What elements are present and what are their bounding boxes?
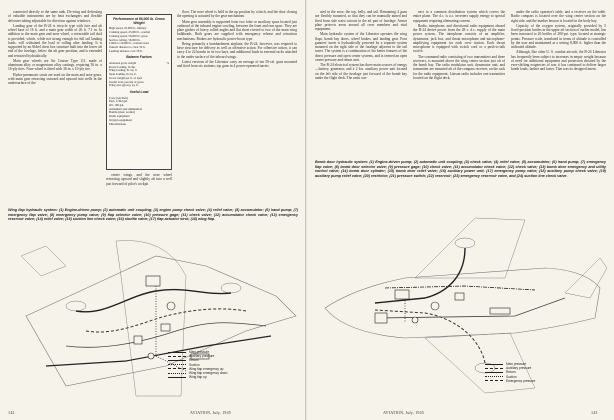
paragraph: Radio, interphone, and directional radio equipment aboard the B-24 derive power from the 28 v. d.c. supply of the main power system. The interphone consists of an amplifier, dynamotor, jack box, and throat microphone and microphone-amplifying equipment for each crew station. Each throat microphone is equipped with switch cord or a push-to-talk switch. xyxy=(413,23,505,54)
main-pressure-line xyxy=(375,248,465,303)
paragraph: Although, like other U. S. combat aircraft, the B-24 Liberator has frequently been subject to increases in empty weight because of need for additional equipment and protection dictated by the ever-shifting exigencies of war, it has continued to deliver larger bomb loads, farther and faster. That was its designed intent. xyxy=(511,50,606,72)
table-row: Wing loading, lb./sq. ft. xyxy=(109,69,138,73)
pressure-gage xyxy=(148,353,154,359)
hand-pump xyxy=(134,336,142,344)
table-row: Bombs (max. normal) xyxy=(109,111,136,115)
running-footer: AVIATION, July, 1945 xyxy=(383,410,424,415)
left-column-1 xyxy=(8,10,102,180)
legend-item: Wing flap emergency down xyxy=(168,371,227,375)
legend-item: Auxiliary pressure xyxy=(168,354,227,358)
left-column-bottom xyxy=(106,173,172,203)
wing-outline xyxy=(26,256,296,386)
legend-item: Suction xyxy=(485,375,535,379)
table-row: Oil, 100 gal. xyxy=(109,104,124,108)
balance-title: Balance Factors xyxy=(126,55,152,60)
paragraph: under the radio operator's table, and a receiver on the table. Radio compass is located over the wing center section on the right side, and the marker beacon is located in the body bay. xyxy=(511,10,606,23)
table-row: Service ceiling, 56,000 lb. xyxy=(109,38,141,42)
reservoir xyxy=(395,290,409,299)
legend-item: Emergency pressure xyxy=(485,379,535,383)
auxiliary-power-unit xyxy=(375,313,387,323)
main-pressure-line xyxy=(76,290,231,312)
right-column-3 xyxy=(511,10,606,154)
legend-item: Main pressure xyxy=(485,362,535,366)
table-row: Oxygen equipment xyxy=(109,118,132,122)
paragraph: Capacity of the oxygen system, originally provided by 5 fixed-position bottles in the upper aft section of earlier model, has been increased to 26 bottles of 200-psi. type, located at strategic points. Pressure scale, translated in terms of altitude is controlled by the user and maintained at a setting 8,000 ft. higher than the indicated altitude. xyxy=(511,23,606,49)
bomb-door-hydraulic-diagram xyxy=(315,198,607,402)
engine-nacelle xyxy=(455,238,475,248)
paragraph: The command radio consisting of two transmitters and three receivers, is mounted above the wing center section just aft of the bomb bay. The radio modulator unit, dynamotor unit, and transmitter are mounted aft of the compass receiver, on the rack for the radio equipment. Liaison radio includes one transmitter located on the flight deck, xyxy=(413,54,505,80)
wing-flap-hydraulic-diagram xyxy=(6,236,302,404)
table-row: High speed, 25,000 ft., military xyxy=(109,27,147,31)
legend-swatch xyxy=(485,380,503,381)
table-row: Alternate gross weight % xyxy=(109,61,169,66)
emergency-pressure-line xyxy=(385,286,535,290)
legend-swatch xyxy=(168,352,186,353)
bomb-door-legend xyxy=(485,362,535,383)
legend-swatch xyxy=(168,377,186,378)
useful-load-rows xyxy=(109,97,169,127)
legend-swatch xyxy=(168,373,186,374)
reservoir xyxy=(146,276,160,286)
tail-outline xyxy=(21,246,66,276)
legend-swatch xyxy=(485,368,503,369)
table-row: Crew (ten men) xyxy=(109,96,128,100)
left-column-3 xyxy=(177,10,297,206)
right-page xyxy=(307,0,614,420)
legend-swatch xyxy=(168,356,186,357)
performance-rows xyxy=(109,27,169,53)
legend-swatch xyxy=(485,372,503,373)
table-row: Cruising speed, 56,000 lb. gross xyxy=(109,34,148,38)
paragraph: Main hydraulic system of the Liberator operates the wing flaps, bomb bay doors, wheel brakes, and landing gear. Four gunners' turret is hydraulically powered by a separate system mounted on the right side of the fuselage adjacent to the tail turret. The system is a combination of the better features of the direct pressure and open center systems, and is termed an open center pressure and return unit. xyxy=(315,32,407,62)
wing-flap-legend xyxy=(168,350,227,379)
page-number: 143 xyxy=(591,410,598,415)
paragraph: Being primarily a bombardment airplane, the B-24, however, was required to have structure for delivery as well as offensive action. For offensive action, it can carry 4 to 22 bombs in its two bays, and additional loads in external racks attached to the under surface of the inboard wings. xyxy=(177,41,297,59)
selector-valve xyxy=(455,293,464,300)
tail-outline xyxy=(565,258,607,298)
table-row: Gross weight per ft. of span xyxy=(109,76,143,80)
legend-swatch xyxy=(485,364,503,365)
left-page xyxy=(0,0,306,420)
wing-flap-line xyxy=(46,336,271,366)
table-row: Power loading, lb./hp. xyxy=(109,65,136,69)
paragraph: floor. The nose wheel is held in the up position by a latch, and the door closing the opening is actuated by the gear mechanism. xyxy=(177,10,297,19)
paragraph: Main gear wheels are Air Cruiser Type 111, made of aluminum alloy or magnesium alloy castings, requiring 56 in. x 16-ply tires. Nose wheel is fitted with 36 in. x 10-ply tire. xyxy=(8,58,102,72)
paragraph: Landing gear of the B-24 is tricycle type with fore and aft wheel base of 16 ft. and a main gear width of 26 ft. 7.1 in. In addition to the main gear and nose wheel, a retractable tail skid is provided, which, while not strong enough for full tail landing loads, will withstand the load of rolling after landing. It is supported by an Aldrel chest box structure built into the lower aft end of the fuselage, below the aft gear position, and is extended and retracted hydraulically. xyxy=(8,23,102,58)
table-row: Radio equipment xyxy=(109,115,130,119)
table-row: Wing area (gross), sq. ft. xyxy=(109,84,139,88)
legend-item: Auxiliary pressure xyxy=(485,366,535,370)
paragraph: Latest versions of the Liberator carry an average of ten 50-cal. guns mounted and fired from six stations; top guns in 4 power-operated turrets xyxy=(177,59,297,68)
paragraph: nect to a common distribution system which covers the entire plane. The d.c. is a.c. inverters supply energy to special equipment requiring alternating current. xyxy=(413,10,505,23)
table-row: Climb to 20,000 ft., normal rated xyxy=(109,42,149,46)
bomb-door-cylinder xyxy=(490,308,510,314)
legend-item: Wing flap up xyxy=(168,375,227,379)
balance-rows xyxy=(109,62,169,88)
paragraph: connected directly to the same tank. De-icing and defrosting of valuable instruments are by heat exchangers and flexible defroster tubing adjustable for direction against windows. xyxy=(8,10,102,23)
paragraph: ated in the nose, the top, belly, and tail. Remaining 4 guns are flexibly mounted, so that they can be manually aimed and fired from side waist cutouts in the aft part of fuselage. Armor plate protects areas around all crew members and vital equipment. xyxy=(315,10,407,31)
pressure-gage xyxy=(412,317,418,323)
bomb-door-caption: Bomb door hydraulic system: (1) Engine-driven pump; (2) automatic unit coupling; (3) check valve; (4) relief valve; (5) accumulator; (6) hand pump; (7) emergency flap valve; (8) bomb door selector valve; (9) pressure gage; (10) check valve; (11) accumulator check valve; (12) check valve; (13) bomb door emergency and utility control valve; (14) bomb door cylinder; (15) bomb door relief valve; (16) auxiliary power unit; (17) emergency pump valve; (18) auxiliary pump check valve; (19) auxiliary pump relief valve; (20) restrictor; (21) pressure switch; (22) reservoir; (23) emergency reservoir valve, and (24) suction line check valve. xyxy=(315,160,606,178)
table-row: Useful load, percent of gross xyxy=(109,80,144,84)
accumulator xyxy=(431,302,439,310)
wing-flap-caption: Wing flap hydraulic system: (1) Engine-driven pump; (2) automatic unit coupling; (3) engine pump check valve; (4) relief valve; (5) accumulator; (6) hand pump; (7) emergency flap valve; (8) emergency pump valve; (9) flap selector valve; (10) pressure gage; (11) check valve; (12) accumulator check valve; (13) emergency reservoir valve; (14) relief valve; (15) suction line check valve; (16) shuttle valve; (17) flap actuator strut; (18) wing flap. xyxy=(8,208,298,222)
legend-swatch xyxy=(485,376,503,377)
page-number: 142 xyxy=(8,410,15,415)
table-row: Fuel, 2,364 gal. xyxy=(109,100,128,104)
return-line xyxy=(375,298,565,318)
fuselage-outline xyxy=(325,268,600,338)
right-column-2 xyxy=(413,10,505,154)
right-column-1 xyxy=(315,10,407,154)
accumulator xyxy=(167,302,175,310)
paragraph: The B-24 electrical system has three main sources of energy—battery, generator, and a 2 kw. auxiliary power unit located on the left side of the fuselage just forward of the bomb bay under the flight deck. The units con- xyxy=(315,63,407,80)
performance-title: Performance at 56,000 lb. Gross Weight xyxy=(113,17,165,25)
paragraph: center wings, and the nose wheel retracting upward and slightly aft into a well just forward of pilot's cockpit xyxy=(106,173,172,186)
engine-nacelle xyxy=(66,301,86,311)
legend-item: Wing flap emergency up xyxy=(168,367,227,371)
legend-item: Return xyxy=(485,370,535,374)
wing-outline xyxy=(415,218,525,278)
running-footer: AVIATION, July, 1945 xyxy=(190,410,231,415)
legend-item: Main pressure xyxy=(168,350,227,354)
table-row: Span loading, lb./sq. ft. xyxy=(109,73,137,77)
engine-nacelle xyxy=(221,283,241,293)
table-row: Cruising speed, 25,000 ft., normal xyxy=(109,31,150,35)
table-row: Miscellaneous xyxy=(109,122,127,126)
legend-item: Suction xyxy=(168,363,227,367)
useful-load-title: Useful Load xyxy=(129,89,149,94)
paragraph: Hydro-pneumatic struts are used on the main and nose gears, with main gear retracting outward and upward into wells in the undersurface of the xyxy=(8,72,102,85)
performance-table xyxy=(106,14,172,170)
table-row: Landing distance over 50 ft. xyxy=(109,49,143,53)
legend-item: Return xyxy=(168,358,227,362)
table-row: Takeoff distance to clear 50 ft. xyxy=(109,45,146,49)
table-row: Armament and ammunition xyxy=(109,107,143,111)
selector-valve xyxy=(161,324,170,331)
legend-swatch xyxy=(168,360,186,361)
legend-swatch xyxy=(168,368,186,369)
legend-swatch xyxy=(168,364,186,365)
paragraph: Main gear assembly is supported from two false or auxiliary spars located just outboard of the inboard engine cowling, between the front and rear spars. They are plate girders of heavy rolled angles and flat sheet riveted to two of the main wing bulkheads. Both gears are supplied with emergency release and retraction mechanisms. Brakes are hydraulic power-boost type. xyxy=(177,19,297,41)
